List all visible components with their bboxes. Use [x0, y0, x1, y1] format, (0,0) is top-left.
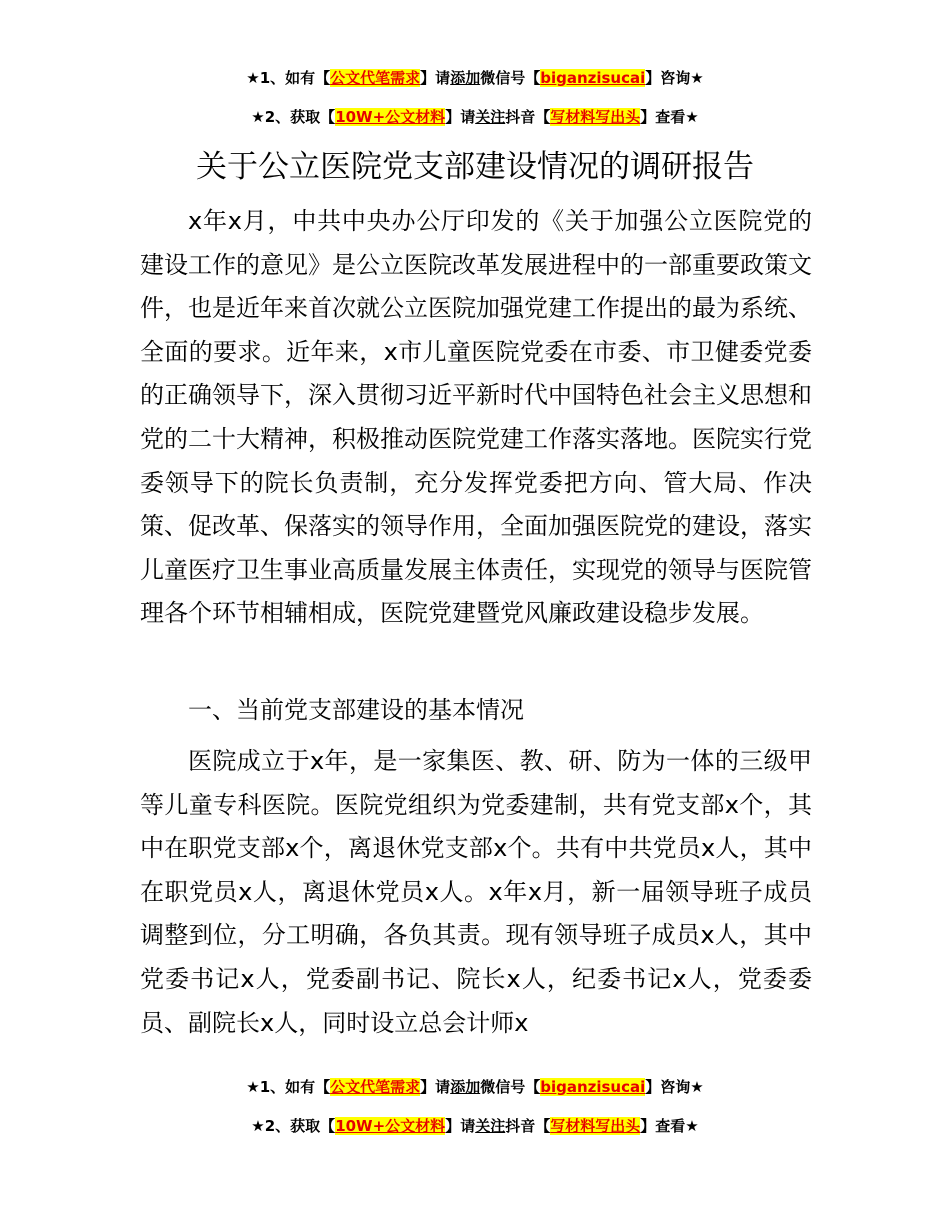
wechat-id-highlight: biganzisucai [540, 1078, 646, 1096]
promo-text: ★1、如有【 [246, 69, 331, 87]
materials-highlight: 10W+公文材料 [335, 108, 446, 126]
section-heading-1: 一、当前党支部建设的基本情况 [188, 696, 524, 724]
follow-emphasis: 关注 [475, 1117, 506, 1135]
promo-text: ★1、如有【 [246, 1078, 331, 1096]
promo-text: 】查看★ [640, 108, 699, 126]
wechat-id-highlight: biganzisucai [540, 69, 646, 87]
materials-highlight: 10W+公文材料 [335, 1117, 446, 1135]
promo-text: 】请 [445, 108, 476, 126]
promo-text: 】咨询★ [645, 69, 704, 87]
service-highlight: 公文代笔需求 [330, 1078, 421, 1096]
promo-text: 抖音【 [505, 1117, 551, 1135]
document-title: 关于公立医院党支部建设情况的调研报告 [196, 149, 754, 185]
service-highlight: 公文代笔需求 [330, 69, 421, 87]
promo-text: 微信号【 [480, 1078, 541, 1096]
douyin-account-highlight: 写材料写出头 [550, 108, 641, 126]
promo-text: 】请 [445, 1117, 476, 1135]
promo-text: 】咨询★ [645, 1078, 704, 1096]
body-paragraph-1: x年x月，中共中央办公厅印发的《关于加强公立医院党的建设工作的意见》是公立医院改革发展进程中的一部重要政策文件，也是近年来首次就公立医院加强党建工作提出的最为系统、全面的要求。近年来，x市儿童医院党委在市委、市卫健委党委的正确领导下，深入贯彻习近平新时代中国特色社会主义思想和党的二十大精神，积极推动医院党建工作落实落地。医院实行党委领导下的院长负责制，充分发挥党委把方向、管大局、作决策、促改革、保落实的领导作用，全面加强医院党的建设，落实儿童医疗卫生事业高质量发展主体责任，实现党的领导与医院管理各个环节相辅相成，医院党建暨党风廉政建设稳步发展。 [140, 207, 812, 628]
follow-emphasis: 关注 [475, 108, 506, 126]
promo-line-2-top [0, 106, 950, 128]
promo-text: 微信号【 [480, 69, 541, 87]
promo-text: 】查看★ [640, 1117, 699, 1135]
promo-text: 】请 [420, 1078, 451, 1096]
add-emphasis: 添加 [450, 69, 481, 87]
promo-line-1-top [0, 67, 950, 89]
promo-line-1-bottom [0, 1076, 950, 1098]
add-emphasis: 添加 [450, 1078, 481, 1096]
promo-text: ★2、获取【 [251, 108, 336, 126]
promo-text: 】请 [420, 69, 451, 87]
body-paragraph-2: 医院成立于x年，是一家集医、教、研、防为一体的三级甲等儿童专科医院。医院党组织为党委建制，共有党支部x个，其中在职党支部x个，离退休党支部x个。共有中共党员x人，其中在职党员x人，离退休党员x人。x年x月，新一届领导班子成员调整到位，分工明确，各负其责。现有领导班子成员x人，其中党委书记x人，党委副书记、院长x人，纪委书记x人，党委委员、副院长x人，同时设立总会计师x [140, 747, 812, 1037]
promo-text: 抖音【 [505, 108, 551, 126]
douyin-account-highlight: 写材料写出头 [550, 1117, 641, 1135]
promo-line-2-bottom [0, 1115, 950, 1137]
promo-text: ★2、获取【 [251, 1117, 336, 1135]
